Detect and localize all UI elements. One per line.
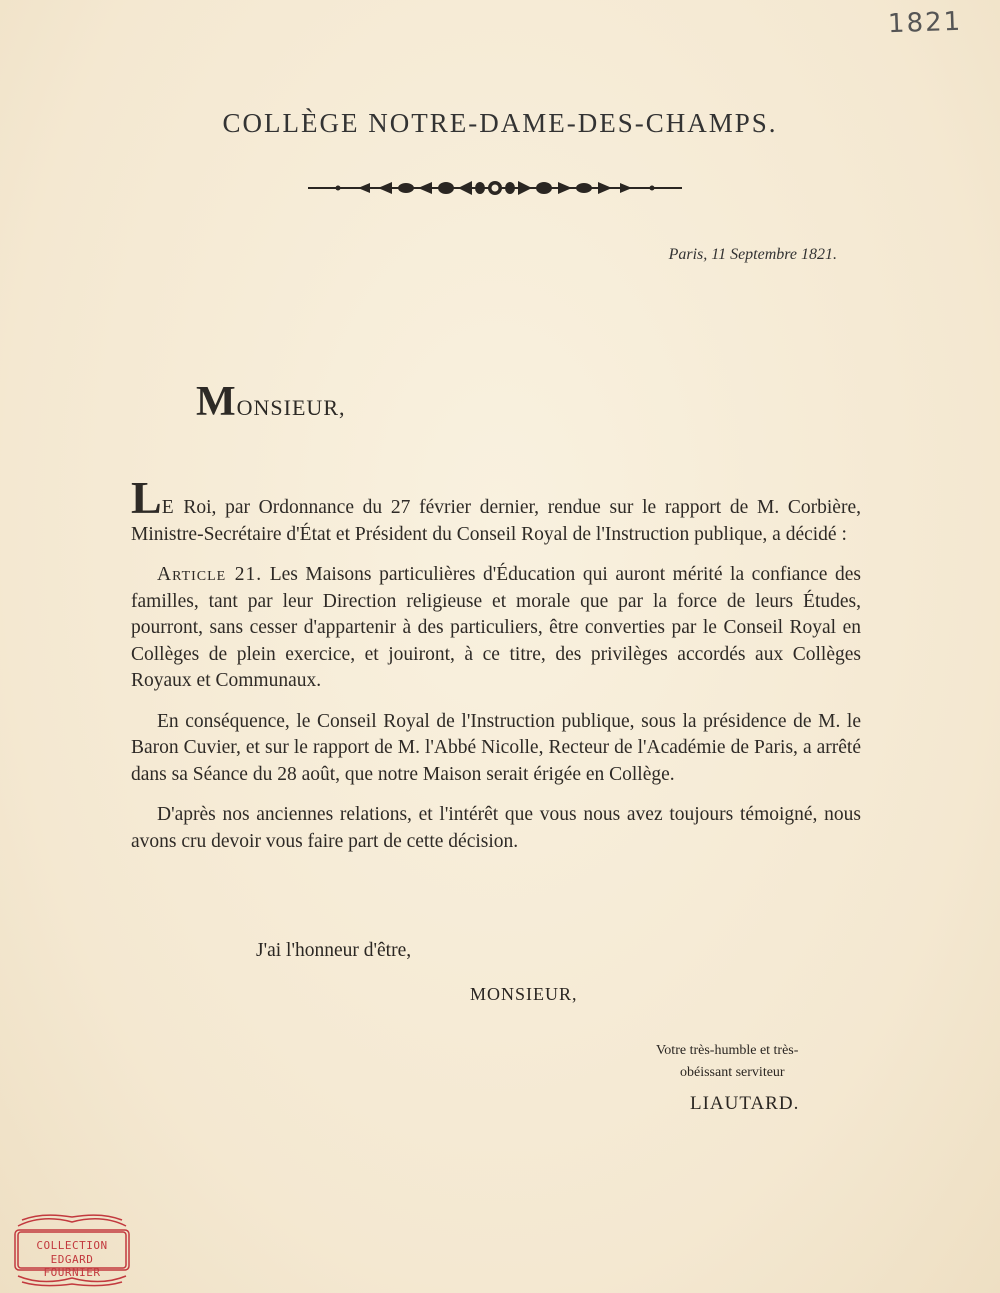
paragraph-consequence: En conséquence, le Conseil Royal de l'Instruction publique, sous la présidence de M. le Baron Cuvier, et sur le rapport de M. l'Abbé Nicolle, Recteur de l'Académie de Paris, a arrêté dans sa Séance du 28 août, que notre Maison serait érigée en Collège. — [131, 710, 861, 785]
college-title: COLLÈGE NOTRE-DAME-DES-CHAMPS. — [222, 108, 778, 138]
closing-address: MONSIEUR, — [470, 984, 578, 1004]
signature-line-1: Votre très-humble et très- — [656, 1043, 799, 1058]
salutation-rest: ONSIEUR, — [236, 395, 346, 420]
signature-line-2: obéissant serviteur — [680, 1065, 785, 1080]
signature-name: LIAUTARD. — [690, 1093, 800, 1114]
salutation — [196, 378, 346, 426]
article-label: Article 21. — [157, 564, 263, 585]
paragraph-article — [131, 562, 861, 695]
handwritten-year-annotation: 1821 — [887, 6, 963, 40]
collection-stamp — [12, 1212, 132, 1288]
dateline: Paris, 11 Septembre 1821. — [668, 246, 837, 263]
paragraph-ordonnance-text: Roi, par Ordonnance du 27 février dernier, rendue sur le rapport de M. Corbière, Ministre-Secrétaire d'État et Président du Conseil Royal de l'Instruction publique, a décidé : — [131, 497, 861, 545]
ornamental-divider — [308, 181, 682, 195]
article-text: Les Maisons particulières d'Éducation qui auront mérité la confiance des familles, tant par leur Direction religieuse et morale que par la force de leurs Études, pourront, sans cesser d'appartenir à des particuliers, être converties par le Conseil Royal en Collèges de plein exercice, et jouiront, à ce titre, des privilèges accordés aux Collèges Royaux et Communaux. — [131, 564, 861, 691]
paragraph-initial: L — [131, 472, 162, 523]
paragraph-initial-rest: E — [161, 497, 175, 518]
paragraph-ordonnance — [131, 472, 861, 548]
closing-formula: J'ai l'honneur d'être, — [256, 940, 412, 961]
letter-body — [131, 472, 861, 869]
stamp-line-1: COLLECTION — [36, 1239, 108, 1252]
stamp-line-2: EDGARD FOURNIER — [43, 1253, 101, 1279]
salutation-initial: M — [196, 379, 237, 425]
paragraph-relations: D'après nos anciennes relations, et l'intérêt que vous nous avez toujours témoigné, nous avons cru devoir vous faire part de cette décision. — [131, 804, 861, 852]
